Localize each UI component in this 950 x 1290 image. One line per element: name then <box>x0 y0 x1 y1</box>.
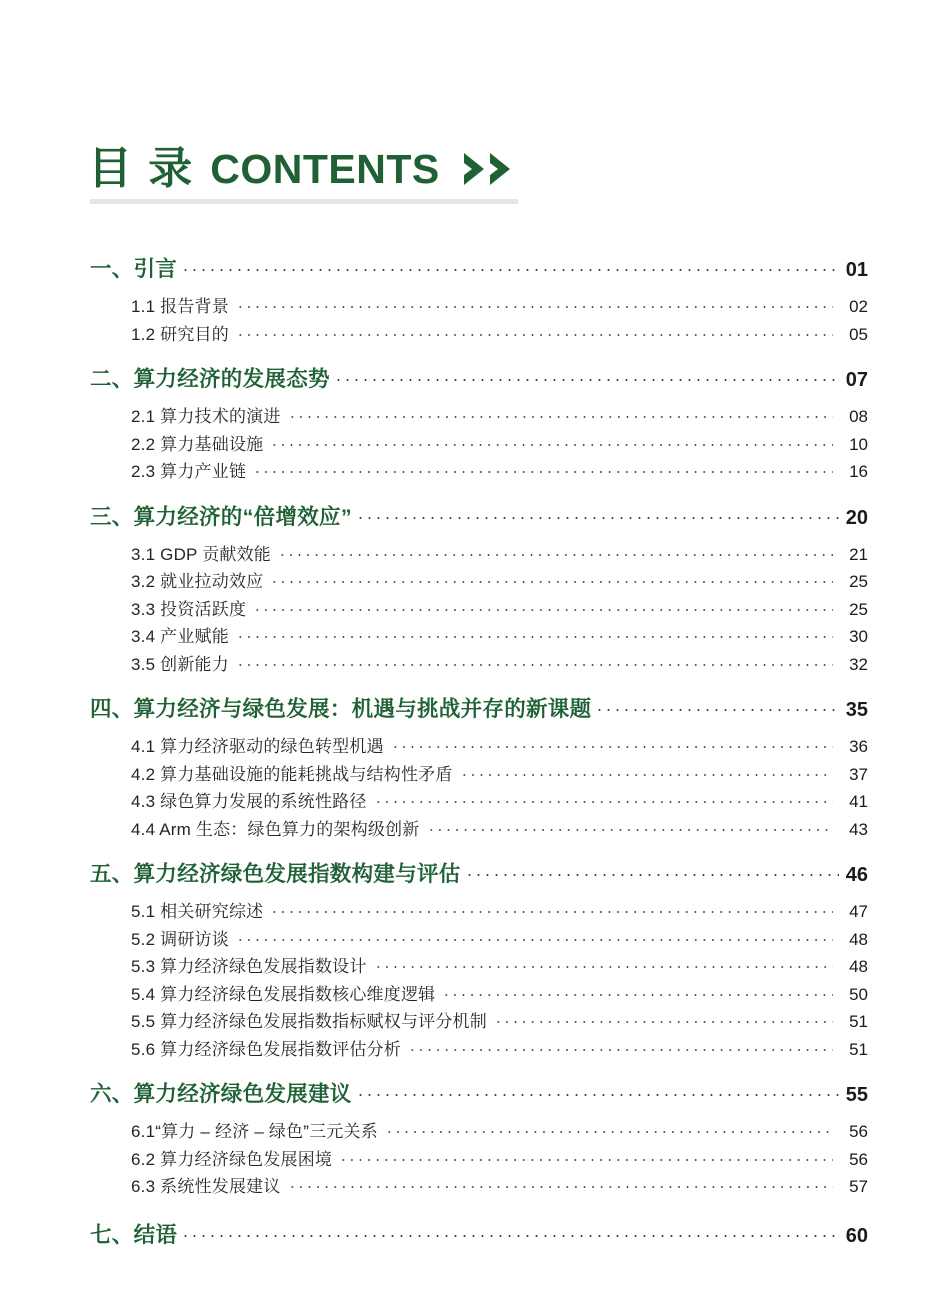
toc-leader-dots <box>181 268 839 272</box>
toc-entry-page-number: 37 <box>849 764 868 784</box>
toc-entry-page-number: 10 <box>849 434 868 454</box>
toc-chapter-title: 二、算力经济的发展态势 <box>90 367 330 391</box>
toc-entry-row[interactable] <box>0 292 950 320</box>
toc-chapter-title: 五、算力经济绿色发展指数构建与评估 <box>90 862 461 886</box>
toc-leader-dots <box>288 1185 833 1189</box>
toc-entry-row[interactable] <box>0 732 950 760</box>
toc-entry-page-number: 50 <box>849 984 868 1004</box>
toc-entry-title: 4.3 绿色算力发展的系统性路径 <box>131 792 367 811</box>
toc-entry-row[interactable] <box>0 650 950 678</box>
toc-entry-title: 5.1 相关研究综述 <box>131 902 264 921</box>
toc-entry-title: 3.1 GDP 贡献效能 <box>131 544 272 564</box>
toc-list <box>0 252 950 1252</box>
toc-entry-row[interactable] <box>0 1172 950 1200</box>
toc-entry-row[interactable] <box>0 595 950 623</box>
toc-chapter-row[interactable] <box>0 857 950 891</box>
toc-leader-dots <box>270 443 833 447</box>
toc-chapter-row[interactable] <box>0 252 950 286</box>
toc-entry-row[interactable] <box>0 815 950 843</box>
toc-entry-title: 3.2 就业拉动效应 <box>131 572 264 591</box>
toc-chapter-row[interactable] <box>0 500 950 534</box>
toc-entry-row[interactable] <box>0 540 950 568</box>
toc-entry-row[interactable] <box>0 622 950 650</box>
toc-leader-dots <box>334 378 839 382</box>
toc-entry-page-number: 43 <box>849 819 868 839</box>
toc-entry-title: 6.2 算力经济绿色发展困境 <box>131 1149 333 1169</box>
toc-subentry-list <box>0 286 950 347</box>
toc-entry-title: 2.3 算力产业链 <box>131 462 247 481</box>
page-title <box>88 133 558 205</box>
toc-entry-title: 4.1 算力经济驱动的绿色转型机遇 <box>131 737 384 756</box>
toc-section <box>0 500 950 678</box>
toc-entry-row[interactable] <box>0 787 950 815</box>
toc-chapter-title: 六、算力经济绿色发展建议 <box>90 1082 352 1106</box>
toc-leader-dots <box>236 635 833 639</box>
toc-chapter-page-number: 01 <box>845 259 868 281</box>
toc-leader-dots <box>427 828 833 832</box>
toc-entry-page-number: 08 <box>849 407 868 426</box>
toc-entry-title: 3.3 投资活跃度 <box>131 599 247 619</box>
toc-entry-page-number: 47 <box>849 902 868 921</box>
toc-leader-dots <box>236 305 833 309</box>
toc-leader-dots <box>494 1020 833 1024</box>
toc-leader-dots <box>270 580 833 584</box>
toc-entry-title: 6.3 系统性发展建议 <box>131 1177 281 1196</box>
toc-chapter-row[interactable] <box>0 692 950 726</box>
toc-leader-dots <box>253 470 833 474</box>
toc-leader-dots <box>391 745 833 749</box>
toc-entry-page-number: 57 <box>849 1177 868 1196</box>
toc-chapter-row[interactable] <box>0 1077 950 1111</box>
toc-leader-dots <box>595 708 839 712</box>
double-chevron-right-icon <box>462 149 522 189</box>
toc-chapter-title: 七、结语 <box>90 1222 178 1247</box>
toc-section <box>0 252 950 347</box>
header-divider <box>90 199 518 204</box>
toc-entry-title: 5.5 算力经济绿色发展指数指标赋权与评分机制 <box>131 1012 487 1031</box>
toc-entry-row[interactable] <box>0 402 950 430</box>
toc-entry-title: 3.5 创新能力 <box>131 654 229 674</box>
toc-leader-dots <box>236 663 833 667</box>
toc-chapter-page-number: 20 <box>845 506 868 529</box>
toc-chapter-page-number: 35 <box>845 699 868 721</box>
toc-entry-page-number: 36 <box>849 737 868 756</box>
toc-entry-row[interactable] <box>0 925 950 953</box>
toc-chapter-title: 三、算力经济的“倍增效应” <box>90 504 352 529</box>
toc-chapter-row[interactable] <box>0 362 950 396</box>
toc-entry-title: 5.4 算力经济绿色发展指数核心维度逻辑 <box>131 984 436 1004</box>
toc-entry-page-number: 48 <box>849 929 868 949</box>
toc-entry-title: 4.4 Arm 生态：绿色算力的架构级创新 <box>131 819 420 839</box>
toc-entry-page-number: 25 <box>849 572 868 591</box>
toc-section <box>0 1077 950 1200</box>
toc-entry-title: 2.1 算力技术的演进 <box>131 407 281 426</box>
toc-leader-dots <box>408 1048 833 1052</box>
toc-entry-title: 5.3 算力经济绿色发展指数设计 <box>131 957 367 976</box>
toc-entry-row[interactable] <box>0 952 950 980</box>
toc-leader-dots <box>339 1158 833 1162</box>
toc-section <box>0 362 950 485</box>
toc-leader-dots <box>253 608 833 612</box>
toc-entry-page-number: 05 <box>849 324 868 344</box>
page-title-cn: 目 录 <box>88 144 195 193</box>
toc-entry-title: 6.1“算力 – 经济 – 绿色”三元关系 <box>131 1122 378 1141</box>
toc-chapter-page-number: 60 <box>845 1224 868 1247</box>
toc-entry-page-number: 56 <box>849 1122 868 1141</box>
toc-entry-page-number: 48 <box>849 957 868 976</box>
toc-leader-dots <box>374 800 833 804</box>
toc-leader-dots <box>374 965 833 969</box>
toc-leader-dots <box>236 938 833 942</box>
toc-entry-row[interactable] <box>0 430 950 458</box>
toc-leader-dots <box>288 415 833 419</box>
toc-leader-dots <box>385 1130 833 1134</box>
toc-chapter-title: 一、引言 <box>90 257 178 281</box>
page-title-en: CONTENTS <box>210 145 440 192</box>
toc-leader-dots <box>356 516 839 520</box>
toc-entry-page-number: 56 <box>849 1149 868 1169</box>
toc-chapter-row[interactable] <box>0 1218 950 1252</box>
toc-entry-title: 1.2 研究目的 <box>131 324 229 344</box>
toc-leader-dots <box>278 553 833 557</box>
toc-entry-row[interactable] <box>0 897 950 925</box>
toc-entry-row[interactable] <box>0 320 950 348</box>
toc-entry-row[interactable] <box>0 980 950 1008</box>
toc-entry-title: 5.2 调研访谈 <box>131 929 229 949</box>
toc-leader-dots <box>465 873 839 877</box>
toc-subentry-list <box>0 726 950 842</box>
toc-section <box>0 692 950 842</box>
toc-entry-row[interactable] <box>0 1145 950 1173</box>
toc-entry-title: 3.4 产业赋能 <box>131 627 229 646</box>
toc-entry-title: 5.6 算力经济绿色发展指数评估分析 <box>131 1039 401 1059</box>
toc-subentry-list <box>0 891 950 1062</box>
toc-entry-row[interactable] <box>0 457 950 485</box>
toc-subentry-list <box>0 1111 950 1200</box>
toc-entry-row[interactable] <box>0 567 950 595</box>
toc-leader-dots <box>356 1093 839 1097</box>
toc-chapter-page-number: 55 <box>845 1084 868 1106</box>
toc-entry-row[interactable] <box>0 1035 950 1063</box>
toc-entry-page-number: 16 <box>849 462 868 481</box>
toc-leader-dots <box>236 333 833 337</box>
toc-entry-row[interactable] <box>0 1117 950 1145</box>
toc-subentry-list <box>0 534 950 678</box>
toc-leader-dots <box>270 910 833 914</box>
toc-entry-page-number: 25 <box>849 599 868 619</box>
toc-chapter-title: 四、算力经济与绿色发展：机遇与挑战并存的新课题 <box>90 697 592 721</box>
toc-chapter-page-number: 46 <box>845 864 868 886</box>
toc-entry-title: 2.2 算力基础设施 <box>131 434 264 454</box>
toc-entry-page-number: 51 <box>849 1039 868 1059</box>
toc-leader-dots <box>442 993 833 997</box>
toc-subentry-list <box>0 396 950 485</box>
toc-section <box>0 857 950 1062</box>
toc-chapter-page-number: 07 <box>845 369 868 391</box>
toc-entry-page-number: 30 <box>849 627 868 646</box>
toc-entry-row[interactable] <box>0 760 950 788</box>
toc-entry-page-number: 32 <box>849 654 868 674</box>
toc-section <box>0 1218 950 1252</box>
toc-entry-page-number: 41 <box>849 792 868 811</box>
toc-entry-title: 1.1 报告背景 <box>131 297 229 316</box>
toc-entry-page-number: 21 <box>849 544 868 564</box>
toc-leader-dots <box>181 1234 839 1238</box>
toc-entry-row[interactable] <box>0 1007 950 1035</box>
toc-entry-title: 4.2 算力基础设施的能耗挑战与结构性矛盾 <box>131 764 453 784</box>
toc-leader-dots <box>460 773 833 777</box>
toc-entry-page-number: 51 <box>849 1012 868 1031</box>
toc-entry-page-number: 02 <box>849 297 868 316</box>
